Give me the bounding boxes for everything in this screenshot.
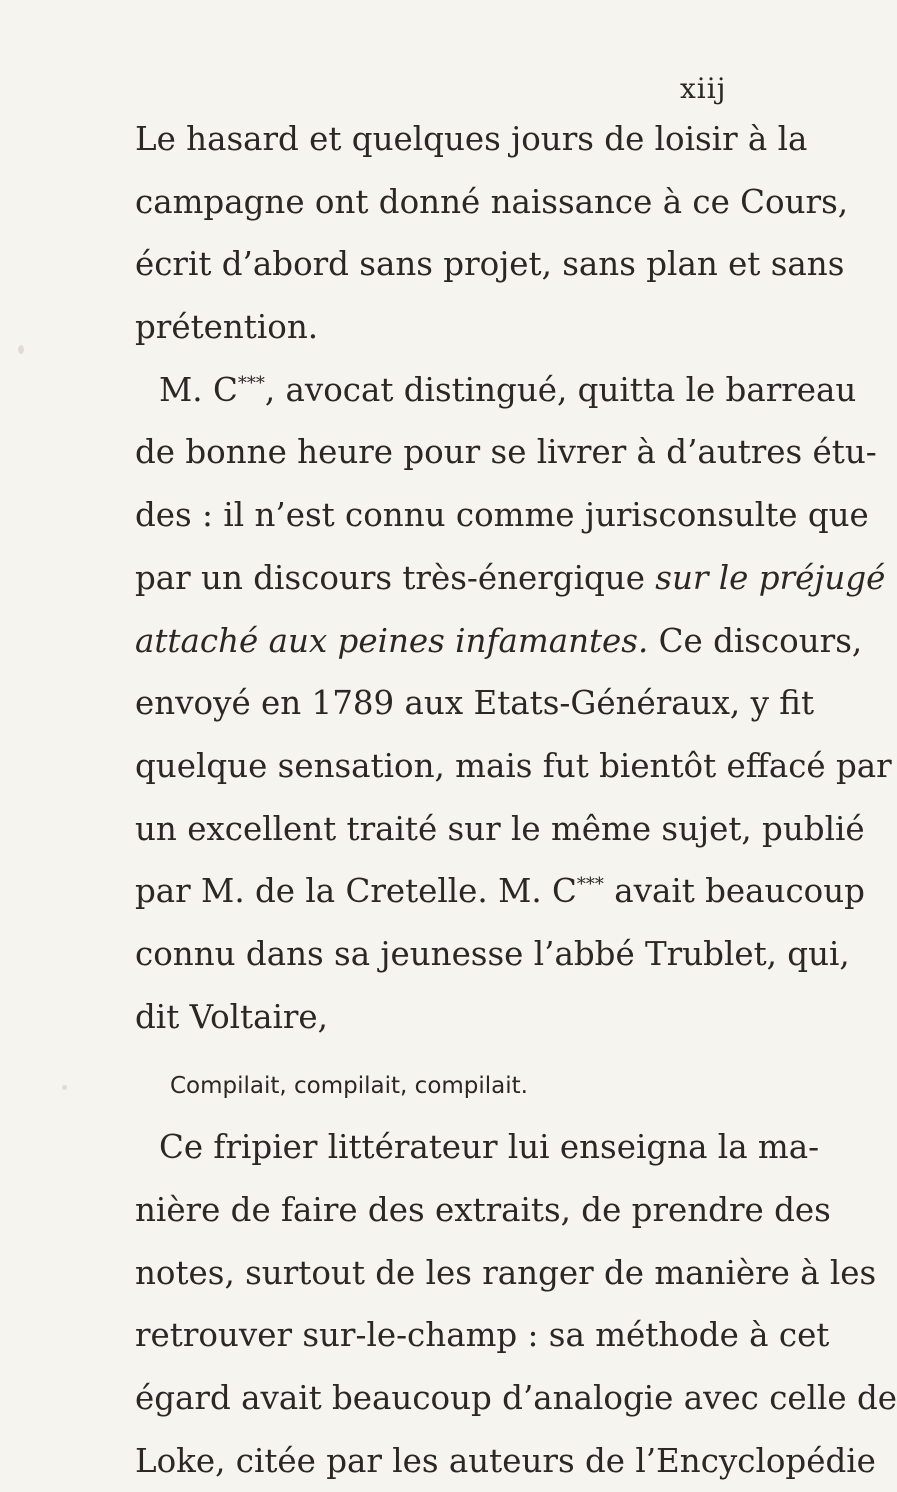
text-line: Loke, citée par les auteurs de l’Encyclopédie (135, 1441, 876, 1480)
text-line: connu dans sa jeunesse l’abbé Trublet, qui, (135, 934, 850, 973)
paper-blemish (18, 345, 24, 354)
text-line: des : il n’est connu comme jurisconsulte que (135, 496, 869, 535)
text-line: écrit d’abord sans projet, sans plan et sans (135, 245, 845, 284)
page-number: xiij (680, 72, 727, 105)
text-line: Le hasard et quelques jours de loisir à la (135, 120, 808, 158)
italic-title: sur le préjugé (655, 558, 886, 597)
text-line: envoyé en 1789 aux Etats-Généraux, y fit (135, 684, 815, 723)
text-run: , avocat distingué, quitta le barreau (264, 370, 857, 409)
text-line (135, 359, 857, 422)
text-line: égard avait beaucoup d’analogie avec celle de (135, 1379, 897, 1418)
text-line: quelque sensation, mais fut bientôt effacé par (135, 746, 892, 785)
text-line: notes, surtout de les ranger de manière à les (135, 1253, 877, 1292)
text-line: dit Voltaire, (135, 997, 328, 1036)
text-line: un excellent traité sur le même sujet, publié (135, 809, 865, 848)
text-line (135, 547, 886, 610)
text-run: *** (237, 372, 265, 394)
body-text (135, 108, 897, 1492)
text-run: par un discours très-énergique (135, 558, 656, 597)
text-line: Ce fripier littérateur lui enseigna la ma- (159, 1128, 820, 1167)
text-line (135, 860, 865, 923)
text-line (135, 610, 863, 673)
italic-title: attaché aux peines infamantes. (135, 621, 649, 660)
text-line: retrouver sur-le-champ : sa méthode à cet (135, 1316, 830, 1355)
text-run: M. C (159, 370, 238, 409)
text-line: campagne ont donné naissance à ce Cours, (135, 182, 849, 221)
quotation: Compilait, compilait, compilait. (170, 1073, 528, 1100)
text-run: par M. de la Cretelle. M. C (135, 872, 577, 911)
paper-blemish (62, 1085, 67, 1090)
text-run: *** (576, 874, 604, 896)
text-line: nière de faire des extraits, de prendre des (135, 1191, 831, 1229)
text-line: de bonne heure pour se livrer à d’autres étu- (135, 433, 877, 472)
text-run: avait beaucoup (603, 872, 865, 911)
text-line: prétention. (135, 308, 319, 347)
text-run: Ce discours, (648, 621, 863, 660)
